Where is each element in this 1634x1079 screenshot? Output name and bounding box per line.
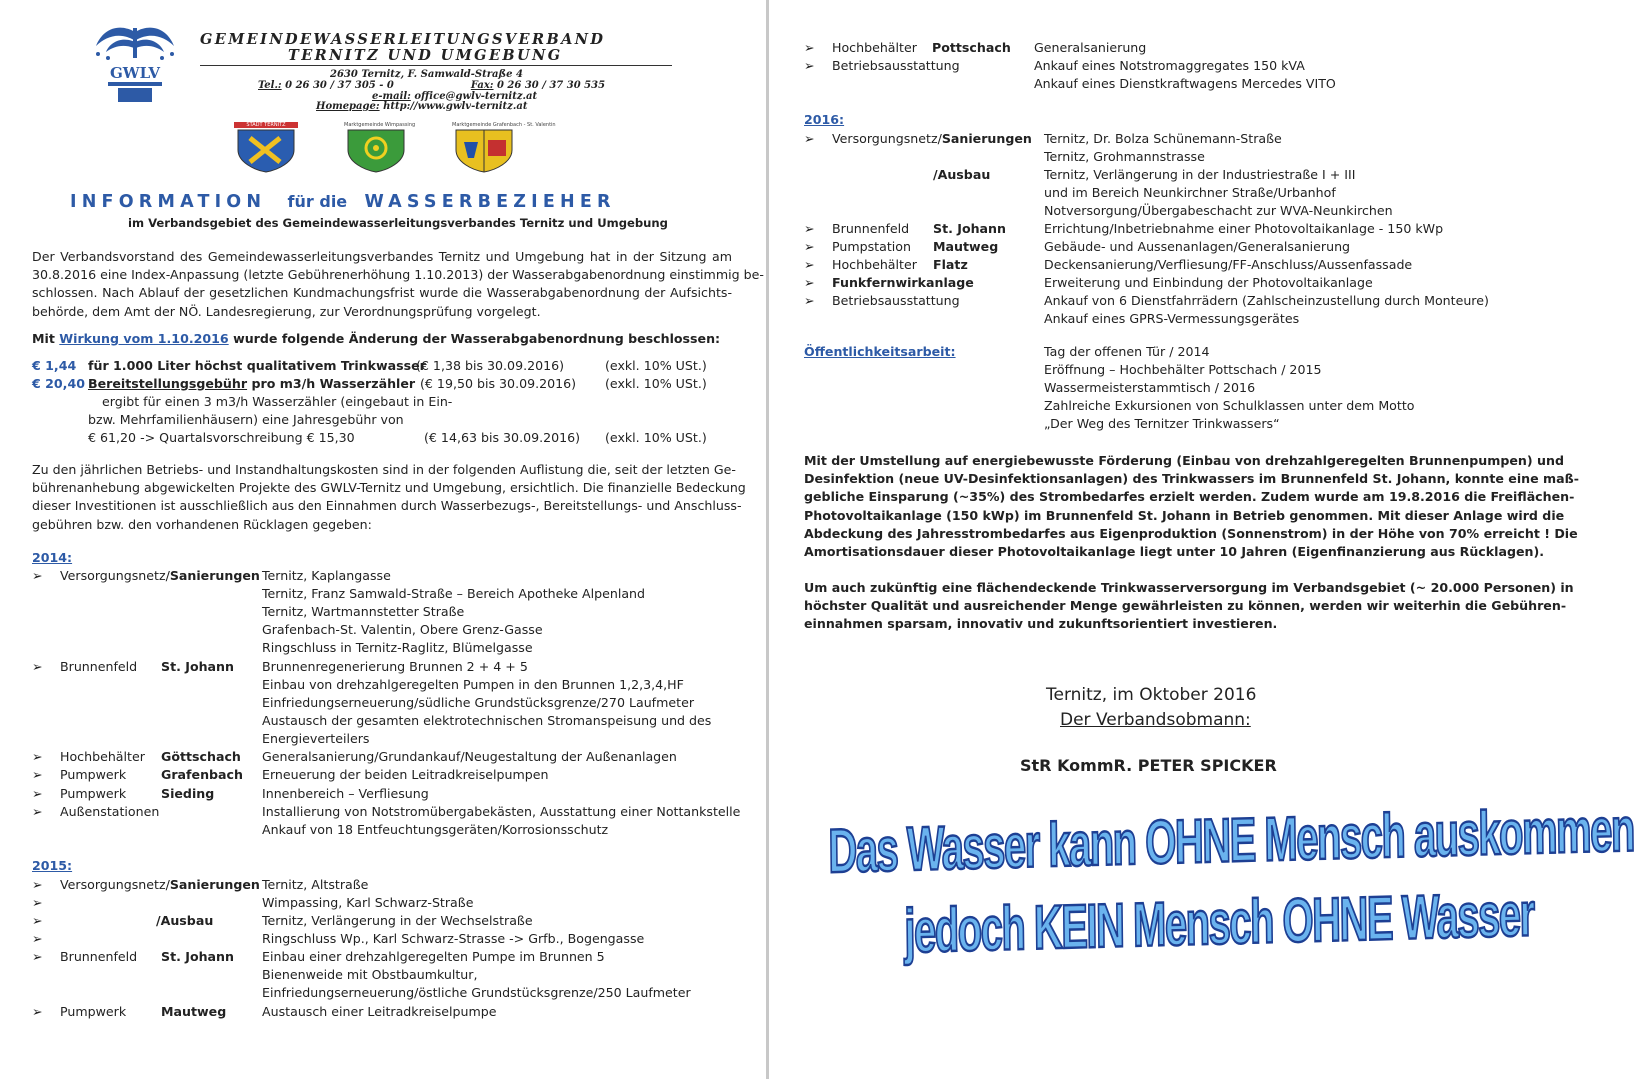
fee-price-provision: € 20,40 [32,376,85,391]
fee-vat-water: (exkl. 10% USt.) [605,358,707,373]
slogan-line1: Das Wasser kann OHNE Mensch auskommen [828,796,1634,887]
page-left [0,0,766,1079]
fountain-icon [88,20,184,110]
fee-example-line2: bzw. Mehrfamilienhäusern) eine Jahresgebühr von [88,412,404,427]
project-text: Grafenbach-St. Valentin, Obere Grenz-Gasse [262,622,543,637]
location-label: Sieding [161,786,215,801]
arrow-bullet: ➢ [32,931,43,946]
category-label: Außenstationen [60,804,160,819]
category-label: Hochbehälter [832,257,917,272]
pr-item: Wassermeisterstammtisch / 2016 [1044,380,1256,395]
project-text: Austausch einer Leitradkreiselpumpe [262,1004,497,1019]
info-subtitle: im Verbandsgebiet des Gemeindewasserleitungsverbandes Ternitz und Umgebung [128,216,668,230]
category-label: Versorgungsnetz/Sanierungen [60,568,260,583]
arrow-bullet: ➢ [804,293,815,308]
intro-line: schlossen. Nach Ablauf der gesetzlichen Kundmachungsfrist wurde die Wasserabgabenordnung der Aufsichts- [32,285,732,301]
costs-line: dieser Investitionen ist ausschließlich aus den Einnahmen durch Wasserbezugs-, Bereitstellungs- und Anschluss- [32,498,742,514]
project-text: Ringschluss in Ternitz-Raglitz, Blümelgasse [262,640,533,655]
category-label: Versorgungsnetz/Sanierungen [832,131,1032,146]
project-text: Ringschluss Wp., Karl Schwarz-Strasse -> Grfb., Bogengasse [262,931,645,946]
arrow-bullet: ➢ [32,568,43,583]
arrow-bullet: ➢ [32,749,43,764]
intro-paragraph [32,248,764,321]
title-fuer-die: für die [287,192,348,211]
energy-paragraph [804,452,1579,561]
pr-item: Zahlreiche Exkursionen von Schulklassen unter dem Motto [1044,398,1415,413]
fax-label: Fax: [470,80,494,91]
project-text: Innenbereich – Verfliesung [262,786,429,801]
signature-role: Der Verbandsobmann: [1060,710,1251,730]
slogan-line2: jedoch KEIN Mensch OHNE Wasser [904,880,1534,967]
pr-heading: Öffentlichkeitsarbeit: [804,344,956,359]
category-label: Brunnenfeld [60,949,138,964]
pr-item: Eröffnung – Hochbehälter Pottschach / 2015 [1044,362,1322,377]
project-text: Ternitz, Wartmannstetter Straße [262,604,465,619]
location-label: Mautweg [161,1004,227,1019]
project-text: Ankauf von 6 Dienstfahrrädern (Zahlscheinzustellung durch Monteure) [1044,293,1489,308]
energy-line: Abdeckung des Jahresstrombedarfes aus Eigenproduktion (Sonnenstrom) in der Höhe von 70% erreicht ! Die [804,525,1578,541]
project-text: Ternitz, Kaplangasse [262,568,391,583]
arrow-bullet: ➢ [32,659,43,674]
category-label: Hochbehälter [832,40,917,55]
category-label: Betriebsausstattung [832,293,960,308]
arrow-bullet: ➢ [32,895,43,910]
project-text: Ternitz, Verlängerung in der Industriestraße I + III [1044,167,1356,182]
project-text: Ankauf eines Dienstkraftwagens Mercedes VITO [1034,76,1336,91]
title-information: INFORMATION [70,192,267,212]
category-label: Pumpwerk [60,786,127,801]
project-text: Einbau einer drehzahlgeregelten Pumpe im Brunnen 5 [262,949,605,964]
title-wasserbezieher: WASSERBEZIEHER [364,192,616,212]
energy-line: Desinfektion (neue UV-Desinfektionsanlagen) des Trinkwassers im Brunnenfeld St. Johann, konnte eine maß- [804,471,1579,487]
arrow-bullet: ➢ [32,949,43,964]
costs-line: Zu den jährlichen Betriebs- und Instandhaltungskosten sind in der folgenden Auflistung die, seit der letzten Ge- [32,462,736,477]
category-label: Pumpwerk [60,767,127,782]
energy-line: gebliche Einsparung (~35%) des Strombedarfes erzielt werden. Zudem wurde am 19.8.2016 die Freiflächen- [804,489,1575,505]
fee-price-water: € 1,44 [32,358,77,373]
homepage-label: Homepage: [316,101,380,112]
category-sub-label: /Ausbau [933,167,991,182]
category-label: Brunnenfeld [60,659,138,674]
project-text: Ankauf von 18 Entfeuchtungsgeräten/Korrosionsschutz [262,822,609,837]
arrow-bullet: ➢ [32,767,43,782]
project-text: Ternitz, Grohmannstrasse [1044,149,1205,164]
project-text: Generalsanierung [1034,40,1147,55]
arrow-bullet: ➢ [804,239,815,254]
project-text: Installierung von Notstromübergabekästen, Ausstattung einer Nottankstelle [262,804,741,819]
project-text: Generalsanierung/Grundankauf/Neugestaltung der Außenanlagen [262,749,677,764]
project-text: Gebäude- und Aussenanlagen/Generalsanierung [1044,239,1351,254]
energy-line: Mit der Umstellung auf energiebewusste Förderung (Einbau von drehzahlgeregelten Brunnenpumpen) und [804,453,1564,468]
location-label: St. Johann [161,949,234,964]
crest-wimpassing: Marktgemeinde Wimpassing [344,122,408,174]
year-heading-2016: 2016: [804,112,845,127]
arrow-bullet: ➢ [804,58,815,73]
arrow-bullet: ➢ [804,40,815,55]
effective-date: Wirkung vom 1.10.2016 [59,331,229,346]
fee-old-water: (€ 1,38 bis 30.09.2016) [416,358,565,373]
tel-label: Tel.: [258,80,282,91]
fax-number: 0 26 30 / 37 30 535 [496,80,606,91]
gwlv-logo [88,20,184,110]
energy-line: Amortisationsdauer dieser Photovoltaikanlage liegt unter 10 Jahren (Eigenfinanzierung aus Rücklagen). [804,544,1545,560]
fee-old-example: (€ 14,63 bis 30.09.2016) [424,430,581,445]
category-label: Hochbehälter [60,749,145,764]
pr-item: „Der Weg des Ternitzer Trinkwassers“ [1044,416,1280,431]
crest-wimpassing-icon [344,128,408,173]
location-label: Mautweg [933,239,999,254]
page-divider [766,0,769,1079]
project-text: Erneuerung der beiden Leitradkreiselpumpen [262,767,549,782]
costs-line: bührenanhebung abgewickelten Projekte des GWLV-Ternitz und Umgebung, ersichtlich. Die finanzielle Bedeckung [32,480,746,496]
project-text: Deckensanierung/Verfliesung/FF-Anschluss/Aussenfassade [1044,257,1413,272]
intro-line: behörde, dem Amt der NÖ. Landesregierung, zur Verordnungsprüfung vorgelegt. [32,303,541,319]
arrow-bullet: ➢ [32,804,43,819]
project-text: Ternitz, Altstraße [262,877,369,892]
project-text: und im Bereich Neunkirchner Straße/Urbanhof [1044,185,1336,200]
info-title [70,192,616,212]
future-paragraph [804,579,1574,634]
project-text: Energieverteilers [262,731,370,746]
location-label: Pottschach [932,40,1011,55]
project-text: Ternitz, Franz Samwald-Straße – Bereich Apotheke Alpenland [262,586,646,601]
project-text: Notversorgung/Übergabeschacht zur WVA-Neunkirchen [1044,203,1393,218]
email-label: e-mail: [372,91,411,102]
crest-grafenbach: Marktgemeinde Grafenbach - St. Valentin [452,122,516,174]
project-text: Einfriedungserneuerung/südliche Grundstücksgrenze/270 Laufmeter [262,695,694,710]
arrow-bullet: ➢ [32,1004,43,1019]
project-text: Bienenweide mit Obstbaumkultur, [262,967,478,982]
year-heading-2014: 2014: [32,550,73,565]
project-text: Austausch der gesamten elektrotechnischen Stromanspeisung und des [262,713,712,728]
energy-line: Photovoltaikanlage (150 kWp) im Brunnenfeld St. Johann in Betrieb genommen. Mit dieser Anlage wird die [804,507,1565,523]
costs-paragraph [32,461,746,534]
fee-example-line1: ergibt für einen 3 m3/h Wasserzähler (eingebaut in Ein- [102,394,453,409]
fee-example-line3: € 61,20 -> Quartalsvorschreibung € 15,30 [88,430,355,445]
svg-text:GWLV: GWLV [109,64,161,82]
project-text: Wimpassing, Karl Schwarz-Straße [262,895,474,910]
fee-old-provision: (€ 19,50 bis 30.09.2016) [420,376,577,391]
category-label: Pumpstation [832,239,911,254]
project-text: Errichtung/Inbetriebnahme einer Photovoltaikanlage - 150 kWp [1044,221,1444,236]
fee-text-provision: Bereitstellungsgebühr pro m3/h Wasserzähler [88,376,416,391]
arrow-bullet: ➢ [32,913,43,928]
project-text: Einfriedungserneuerung/östliche Grundstücksgrenze/250 Laufmeter [262,985,691,1000]
arrow-bullet: ➢ [32,786,43,801]
project-text: Erweiterung und Einbindung der Photovoltaikanlage [1044,275,1373,290]
location-label: Göttschach [161,749,241,764]
category-sub-label: /Ausbau [156,913,214,928]
homepage-link[interactable]: http://www.gwlv-ternitz.at [383,101,528,112]
year-heading-2015: 2015: [32,858,73,873]
crest-grafenbach-icon [452,128,516,173]
pr-item: Tag der offenen Tür / 2014 [1044,344,1210,359]
arrow-bullet: ➢ [804,257,815,272]
arrow-bullet: ➢ [804,221,815,236]
arrow-bullet: ➢ [32,877,43,892]
arrow-bullet: ➢ [804,275,815,290]
project-text: Brunnenregenerierung Brunnen 2 + 4 + 5 [262,659,528,674]
header-rule [200,65,672,66]
fee-vat-provision: (exkl. 10% USt.) [605,376,707,391]
location-label: Flatz [933,257,968,272]
category-label: Betriebsausstattung [832,58,960,73]
intro-line: Der Verbandsvorstand des Gemeindewasserleitungsverbandes Ternitz und Umgebung hat in der Sitzung am [32,249,732,264]
location-label: Grafenbach [161,767,243,782]
org-name-line2: TERNITZ UND UMGEBUNG [288,47,563,64]
page-right [770,0,1634,1079]
category-label: Brunnenfeld [832,221,910,236]
costs-line: gebühren bzw. den vorhandenen Rücklagen gegeben: [32,516,372,532]
project-text: Ankauf eines Notstromaggregates 150 kVA [1034,58,1305,73]
org-address: 2630 Ternitz, F. Samwald-Straße 4 [330,69,523,80]
project-text: Ternitz, Dr. Bolza Schünemann-Straße [1044,131,1282,146]
intro-line: 30.8.2016 eine Index-Anpassung (letzte Gebührenerhöhung 1.10.2013) der Wasserabgabenordnung einstimmig be- [32,267,764,283]
crest-ternitz-icon [234,128,298,173]
fee-vat-example: (exkl. 10% USt.) [605,430,707,445]
future-line: höchster Qualität und ausreichender Menge gewährleisten zu können, werden wir weiterhin die Gebühren- [804,598,1567,614]
crest-ternitz: STADT TERNITZ [234,122,298,174]
project-text: Einbau von drehzahlgeregelten Pumpen in den Brunnen 1,2,3,4,HF [262,677,684,692]
org-homepage [316,101,527,113]
project-text: Ankauf eines GPRS-Vermessungsgerätes [1044,311,1300,326]
location-label: St. Johann [161,659,234,674]
org-name-line1: GEMEINDEWASSERLEITUNGSVERBAND [200,31,606,48]
signature-name: StR KommR. PETER SPICKER [1020,756,1277,775]
tel-number: 0 26 30 / 37 305 - 0 [285,80,394,91]
category-label: Pumpwerk [60,1004,127,1019]
fee-text-water: für 1.000 Liter höchst qualitativem Trinkwasser [88,358,426,373]
arrow-bullet: ➢ [804,131,815,146]
category-label: Funkfernwirkanlage [832,275,974,290]
future-line: einnahmen sparsam, innovativ und zukunftsorientiert investieren. [804,616,1278,632]
category-label: Versorgungsnetz/Sanierungen [60,877,260,892]
location-label: St. Johann [933,221,1006,236]
decision-line: Mit Wirkung vom 1.10.2016 wurde folgende Änderung der Wasserabgabenordnung beschlossen: [32,331,721,346]
email-link[interactable]: office@gwlv-ternitz.at [414,91,538,102]
project-text: Ternitz, Verlängerung in der Wechselstraße [262,913,533,928]
org-phone [258,80,605,92]
signature-place-date: Ternitz, im Oktober 2016 [1046,685,1257,705]
future-line: Um auch zukünftig eine flächendeckende Trinkwasserversorgung im Verbandsgebiet (~ 20.000 Personen) in [804,580,1574,595]
